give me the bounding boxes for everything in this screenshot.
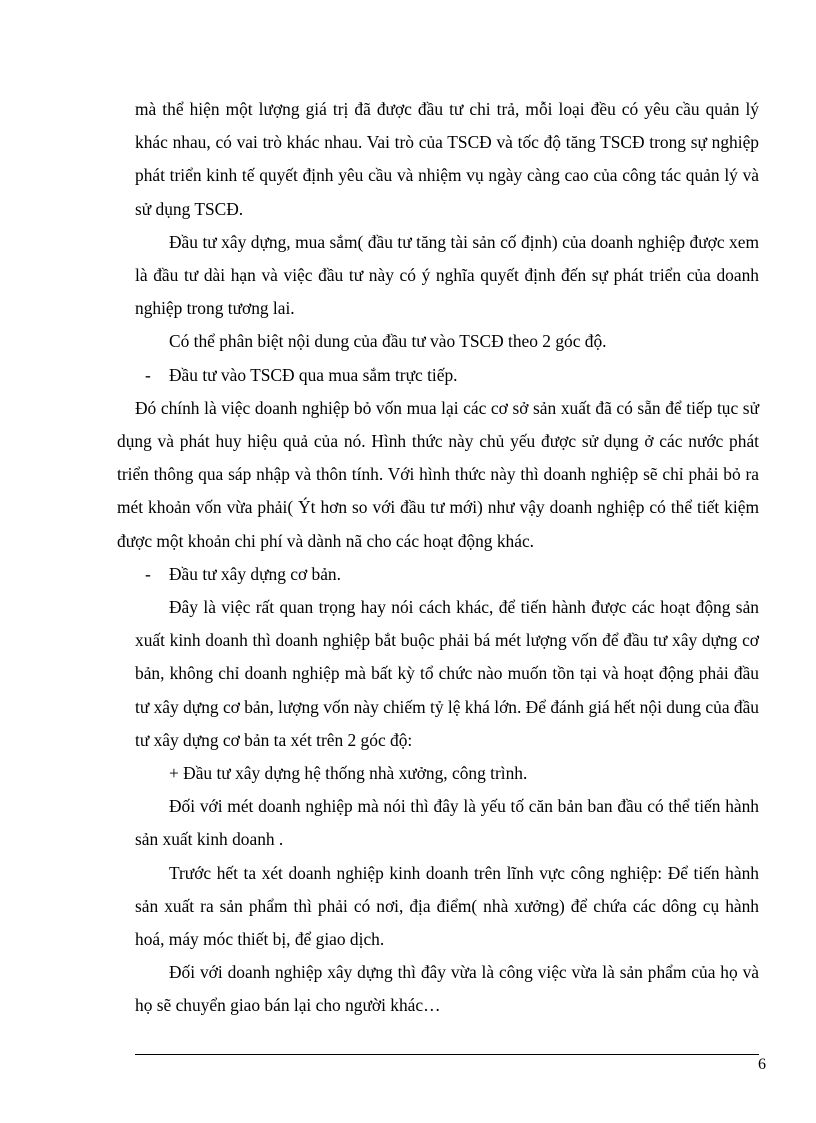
bullet-dash: -	[145, 563, 151, 584]
paragraph-construction-company: Đối với doanh nghiệp xây dựng thì đây vừa là công việc vừa là sản phẩm của họ và họ sẽ chuyển giao bán lại cho người khác…	[135, 962, 759, 1016]
page-number: 6	[758, 1056, 766, 1073]
paragraph-plus-factory: + Đầu tư xây dựng hệ thống nhà xưởng, công trình.	[169, 763, 528, 784]
paragraph-continuation: mà thể hiện một lượng giá trị đã được đầu tư chi trả, mỗi loại đều có yêu cầu quản lý khác nhau, có vai trò khác nhau. Vai trò của TSCĐ và tốc độ tăng TSCĐ trong sự nghiệp phát triển kinh tế quyết định yêu cầu và nhiệm vụ ngày càng cao của công tác quản lý và sử dụng TSCĐ.	[135, 99, 759, 219]
footer-rule	[135, 1054, 759, 1055]
page-content	[117, 93, 759, 1023]
paragraph-construction-importance: Đây là việc rất quan trọng hay nói cách khác, để tiến hành được các hoạt động sản xuất kinh doanh thì doanh nghiệp bắt buộc phải bá mét lượng vốn để đầu tư xây dựng cơ bản, không chỉ doanh nghiệp mà bất kỳ tổ chức nào muốn tồn tại và hoạt động phải đầu tư xây dựng cơ bản, lượng vốn này chiếm tỷ lệ khá lớn. Để đánh giá hết nội dung của đầu tư xây dựng cơ bản ta xét trên 2 góc độ:	[135, 597, 759, 750]
bullet-text: Đầu tư vào TSCĐ qua mua sắm trực tiếp.	[169, 364, 458, 385]
bullet-direct-purchase	[145, 359, 759, 392]
bullet-text: Đầu tư xây dựng cơ bản.	[169, 563, 341, 584]
paragraph-basic-factor: Đối với mét doanh nghiệp mà nói thì đây là yếu tố căn bản ban đầu có thể tiến hành sản xuất kinh doanh .	[135, 796, 759, 850]
bullet-basic-construction	[145, 558, 759, 591]
bullet-dash: -	[145, 364, 151, 385]
paragraph-two-perspectives: Có thể phân biệt nội dung của đầu tư vào TSCĐ theo 2 góc độ.	[169, 331, 607, 352]
paragraph-investment-definition: Đầu tư xây dựng, mua sắm( đầu tư tăng tài sản cố định) của doanh nghiệp được xem là đầu tư dài hạn và việc đầu tư này có ý nghĩa quyết định đến sự phát triển của doanh nghiệp trong tương lai.	[135, 231, 759, 319]
paragraph-direct-purchase-detail: Đó chính là việc doanh nghiệp bỏ vốn mua lại các cơ sở sản xuất đã có sẵn để tiếp tục sử dụng và phát huy hiệu quả của nó. Hình thức này chủ yếu được sử dụng ở các nước phát triển thông qua sáp nhập và thôn tính. Với hình thức này thì doanh nghiệp sẽ chỉ phải bỏ ra mét khoản vốn vừa phải( Ýt hơn so với đầu tư mới) như vậy doanh nghiệp có thể tiết kiệm được một khoản chi phí và dành nã cho các hoạt động khác.	[117, 397, 759, 551]
paragraph-industry: Trước hết ta xét doanh nghiệp kinh doanh trên lĩnh vực công nghiệp: Để tiến hành sản xuất ra sản phẩm thì phải có nơi, địa điểm( nhà xưởng) để chứa các dông cụ hành hoá, máy móc thiết bị, để giao dịch.	[135, 862, 759, 950]
